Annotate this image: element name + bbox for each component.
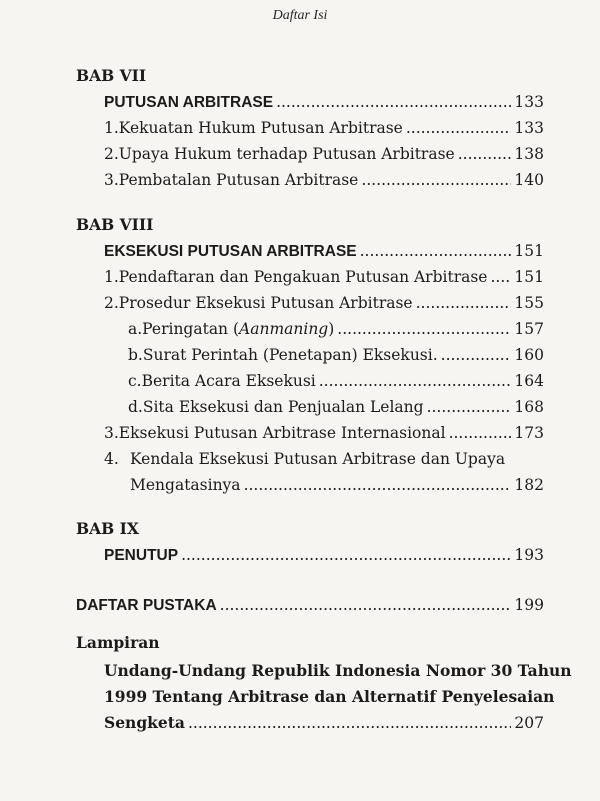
leader-dots <box>181 544 511 566</box>
toc-entry-title: Kekuatan Hukum Putusan Arbitrase <box>118 119 403 137</box>
toc-entry-bab7-heading[interactable] <box>104 91 544 114</box>
toc-entry-title: Prosedur Eksekusi Putusan Arbitrase <box>118 294 413 312</box>
toc-entry-page: 193 <box>514 546 544 564</box>
toc-entry-daftar-pustaka[interactable] <box>76 594 544 617</box>
toc-entry-lampiran[interactable] <box>104 712 544 734</box>
toc-entry-page: 207 <box>514 714 544 732</box>
toc-entry-number: 3. <box>104 171 119 189</box>
toc-entry-page: 199 <box>514 596 544 614</box>
toc-entry-title: Upaya Hukum terhadap Putusan Arbitrase <box>118 145 455 163</box>
toc-entry-page: 151 <box>514 268 544 286</box>
toc-entry-letter: a. <box>128 320 143 338</box>
leader-dots <box>427 396 512 418</box>
toc-entry-letter: d. <box>128 398 143 416</box>
chapter-label-bab8: BAB VIII <box>76 215 154 234</box>
toc-entry-page: 151 <box>514 242 544 260</box>
leader-dots <box>220 594 512 616</box>
leader-dots <box>458 143 512 165</box>
leader-dots <box>406 117 512 139</box>
title-part: Peringatan ( <box>142 320 240 338</box>
lampiran-title-line1: Undang-Undang Republik Indonesia Nomor 30 Tahun <box>104 661 572 680</box>
toc-entry-bab8-1[interactable] <box>104 266 544 288</box>
toc-entry-bab7-3[interactable] <box>104 169 544 191</box>
toc-entry-title: Sita Eksekusi dan Penjualan Lelang <box>142 398 424 416</box>
toc-entry-title: PENUTUP <box>104 547 179 564</box>
toc-entry-letter: b. <box>128 346 143 364</box>
toc-entry-number: 2. <box>104 145 119 163</box>
toc-entry-title: Pembatalan Putusan Arbitrase <box>118 171 359 189</box>
toc-entry-number: 1. <box>104 119 119 137</box>
lampiran-title-line2: 1999 Tentang Arbitrase dan Alternatif Penyelesaian <box>104 687 555 706</box>
toc-entry-page: 140 <box>514 171 544 189</box>
leader-dots <box>244 474 512 496</box>
chapter-label-bab7: BAB VII <box>76 66 147 85</box>
toc-subentry-bab8-2d[interactable] <box>128 396 544 418</box>
toc-entry-title: EKSEKUSI PUTUSAN ARBITRASE <box>104 243 357 260</box>
toc-entry-bab8-4-line2[interactable] <box>130 474 544 496</box>
toc-entry-bab8-2[interactable] <box>104 292 544 314</box>
toc-entry-bab7-2[interactable] <box>104 143 544 165</box>
toc-entry-page: 157 <box>514 320 544 338</box>
toc-entry-letter: c. <box>128 372 142 390</box>
toc-entry-title: Eksekusi Putusan Arbitrase Internasional <box>118 424 446 442</box>
toc-entry-page: 164 <box>514 372 544 390</box>
toc-entry-bab8-heading[interactable] <box>104 240 544 263</box>
leader-dots <box>337 318 511 340</box>
leader-dots <box>449 422 512 444</box>
leader-dots <box>490 266 511 288</box>
leader-dots <box>360 240 512 262</box>
toc-entry-number: 2. <box>104 294 119 312</box>
toc-entry-page: 133 <box>514 93 544 111</box>
toc-entry-title: DAFTAR PUSTAKA <box>76 597 217 614</box>
toc-subentry-bab8-2c[interactable] <box>128 370 544 392</box>
toc-entry-title <box>142 318 334 340</box>
leader-dots <box>416 292 512 314</box>
toc-entry-title: PUTUSAN ARBITRASE <box>104 94 274 111</box>
leader-dots <box>319 370 512 392</box>
toc-entry-title-cont: Sengketa <box>104 713 185 732</box>
toc-entry-number: 4. <box>104 450 119 468</box>
leader-dots <box>188 712 511 734</box>
title-part: ) <box>328 320 335 338</box>
toc-entry-bab8-3[interactable] <box>104 422 544 444</box>
toc-subentry-bab8-2a[interactable] <box>128 318 544 340</box>
toc-entry-page: 168 <box>514 398 544 416</box>
toc-entry-number: 1. <box>104 268 119 286</box>
toc-entry-number: 3. <box>104 424 119 442</box>
toc-entry-bab7-1[interactable] <box>104 117 544 139</box>
running-head: Daftar Isi <box>272 8 328 23</box>
chapter-label-bab9: BAB IX <box>76 519 139 538</box>
toc-entry-title: Surat Perintah (Penetapan) Eksekusi. <box>142 346 438 364</box>
toc-entry-page: 138 <box>514 145 544 163</box>
toc-entry-title: Berita Acara Eksekusi <box>141 372 316 390</box>
title-italic-part: Aanmaning <box>239 320 329 338</box>
toc-entry-bab9-heading[interactable] <box>104 544 544 567</box>
leader-dots <box>441 344 512 366</box>
toc-entry-bab8-4-line1[interactable] <box>104 448 505 470</box>
toc-entry-page: 133 <box>514 119 544 137</box>
toc-entry-title: Pendaftaran dan Pengakuan Putusan Arbitrase <box>118 268 488 286</box>
toc-entry-page: 160 <box>514 346 544 364</box>
leader-dots <box>361 169 511 191</box>
toc-entry-page: 182 <box>514 476 544 494</box>
toc-entry-title-cont: Mengatasinya <box>130 476 241 494</box>
leader-dots <box>276 91 511 113</box>
section-label-lampiran: Lampiran <box>76 633 160 652</box>
toc-entry-page: 173 <box>514 424 544 442</box>
toc-entry-page: 155 <box>514 294 544 312</box>
toc-entry-title: Kendala Eksekusi Putusan Arbitrase dan Upaya <box>130 450 506 468</box>
toc-subentry-bab8-2b[interactable] <box>128 344 544 366</box>
